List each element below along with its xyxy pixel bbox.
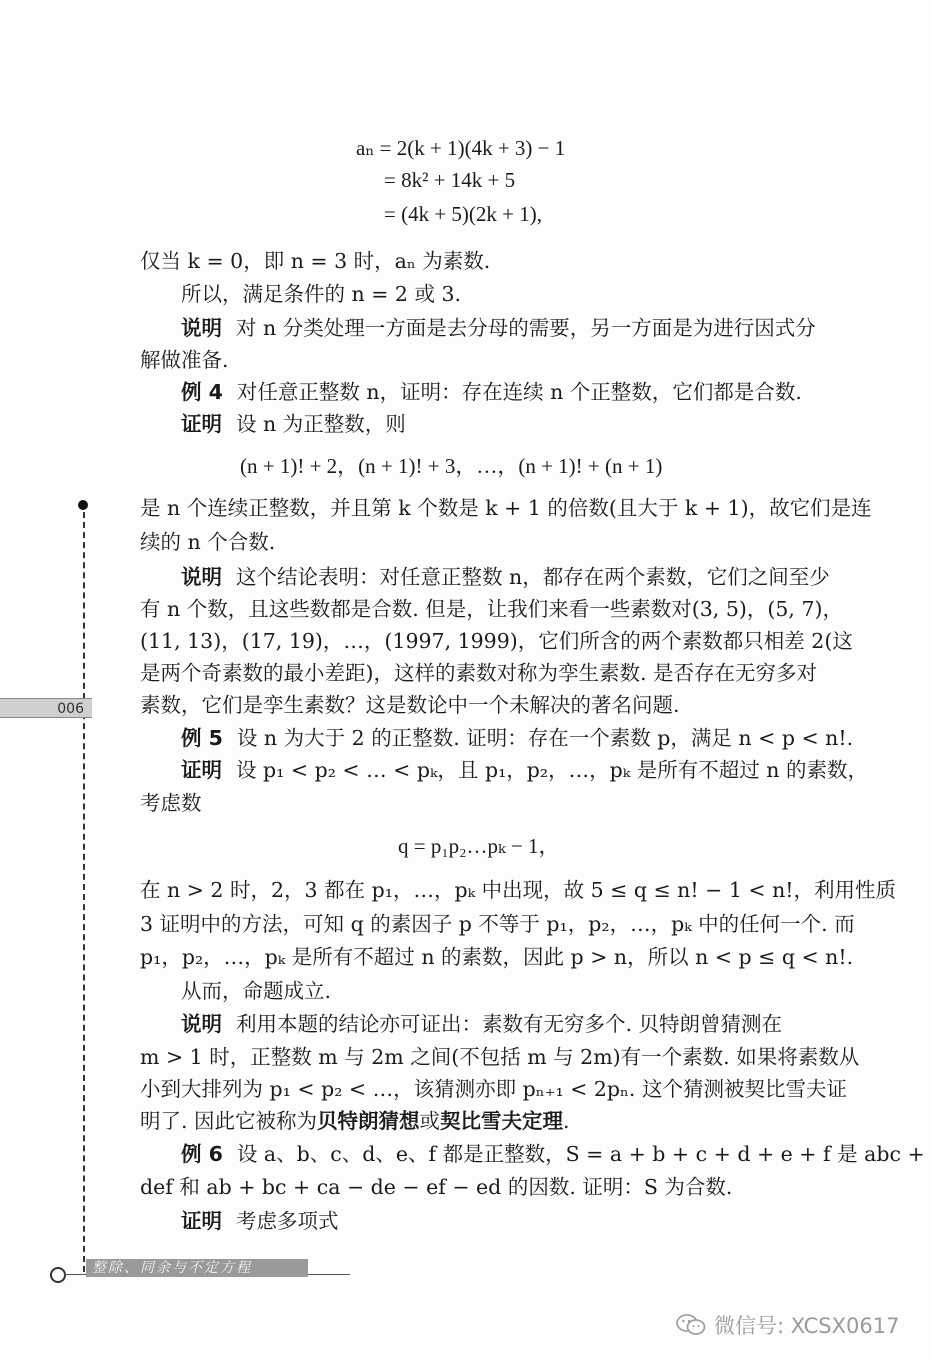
text-line: 仅当 k = 0，即 n = 3 时，aₙ 为素数.: [140, 249, 491, 273]
note-paragraph: [181, 1010, 782, 1038]
example-6: [181, 1140, 925, 1168]
footer-circle-icon: [50, 1267, 66, 1283]
example-label: 例 5: [181, 726, 223, 750]
proof-4: [181, 410, 406, 438]
equation-line-1: aₙ = 2(k + 1)(4k + 3) − 1: [356, 136, 566, 160]
example-4: [181, 378, 802, 406]
text-fragment: 或: [419, 1109, 441, 1133]
text-line: [140, 1107, 570, 1135]
text-line: 设 p₁ < p₂ < … < pₖ，且 p₁，p₂，…，pₖ 是所有不超过 n 的素数，: [236, 758, 868, 782]
text-line: 3 证明中的方法，可知 q 的素因子 p 不等于 p₁，p₂，…，pₖ 中的任何一个. 而: [140, 912, 855, 936]
page-number: 006: [0, 698, 92, 718]
text-line: 有 n 个数，且这些数都是合数. 但是，让我们来看一些素数对(3, 5)，(5, 7)，: [140, 597, 843, 621]
text-fragment: .: [563, 1109, 570, 1133]
text-line: 考虑多项式: [236, 1209, 339, 1233]
proof-label: 证明: [181, 1209, 222, 1233]
text-line: def 和 ab + bc + ca − de − ef − ed 的因数. 证明：S 为合数.: [140, 1175, 733, 1199]
proof-5: [181, 756, 868, 784]
text-line: 从而，命题成立.: [181, 979, 332, 1003]
term-bertrand: 贝特朗猜想: [317, 1109, 420, 1133]
example-label: 例 6: [181, 1142, 223, 1166]
proof-label: 证明: [181, 412, 222, 436]
text-line: 解做准备.: [140, 348, 229, 372]
text-line: 续的 n 个合数.: [140, 530, 276, 554]
equation-line-4: (n + 1)! + 2，(n + 1)! + 3，…，(n + 1)! + (n + 1): [240, 454, 663, 478]
text-line: p₁，p₂，…，pₖ 是所有不超过 n 的素数，因此 p > n，所以 n < p ≤ q < n!.: [140, 945, 854, 969]
text-line: 是 n 个连续正整数，并且第 k 个数是 k + 1 的倍数(且大于 k + 1)，故它们是连: [140, 496, 872, 520]
text-line: 小到大排列为 p₁ < p₂ < …，该猜测亦即 pₙ₊₁ < 2pₙ. 这个猜测被契比雪夫证: [140, 1077, 847, 1101]
text-line: 利用本题的结论亦可证出：素数有无穷多个. 贝特朗曾猜测在: [236, 1012, 783, 1036]
note-paragraph: [181, 314, 816, 342]
text-line: 设 a、b、c、d、e、f 都是正整数，S = a + b + c + d + e + f 是 abc +: [236, 1142, 925, 1166]
note-label: 说明: [181, 1012, 222, 1036]
margin-dot: [78, 500, 88, 510]
proof-6: [181, 1207, 339, 1235]
text-line: 设 n 为正整数，则: [236, 412, 406, 436]
equation-line-3: = (4k + 5)(2k + 1),: [384, 202, 543, 226]
text-line: 设 n 为大于 2 的正整数. 证明：存在一个素数 p，满足 n < p < n!.: [236, 726, 854, 750]
term-chebyshev: 契比雪夫定理: [440, 1109, 564, 1133]
text-line: 所以，满足条件的 n = 2 或 3.: [181, 282, 462, 306]
equation-line-2: = 8k² + 14k + 5: [384, 168, 516, 192]
text-line: (11, 13)，(17, 19)，…，(1997, 1999)，它们所含的两个素数都只相差 2(这: [140, 629, 853, 653]
note-paragraph: [181, 563, 830, 591]
text-line: 素数，它们是孪生素数？这是数论中一个未解决的著名问题.: [140, 693, 680, 717]
note-label: 说明: [181, 316, 222, 340]
text-line: 在 n > 2 时，2，3 都在 p₁，…，pₖ 中出现，故 5 ≤ q ≤ n! − 1 < n!，利用性质: [140, 878, 897, 902]
text-line: 对 n 分类处理一方面是去分母的需要，另一方面是为进行因式分: [236, 316, 816, 340]
text-line: 这个结论表明：对任意正整数 n，都存在两个素数，它们之间至少: [236, 565, 830, 589]
footer-title: 整除、同余与不定方程: [86, 1259, 308, 1277]
text-fragment: 明了. 因此它被称为: [140, 1109, 318, 1133]
text-line: 是两个奇素数的最小差距)，这样的素数对称为孪生素数. 是否存在无穷多对: [140, 661, 818, 685]
margin-dashed-rule: [83, 512, 85, 1272]
text-line: 对任意正整数 n，证明：存在连续 n 个正整数，它们都是合数.: [236, 380, 802, 404]
watermark-text: 微信号: XCSX0617: [714, 1314, 900, 1338]
watermark: [676, 1310, 899, 1340]
text-line: m > 1 时，正整数 m 与 2m 之间(不包括 m 与 2m)有一个素数. 如果将素数从: [140, 1045, 860, 1069]
example-5: [181, 724, 853, 752]
equation-line-5: q = p₁p₂…pₖ − 1，: [398, 834, 560, 858]
wechat-icon: [676, 1314, 706, 1336]
proof-label: 证明: [181, 758, 222, 782]
text-line: 考虑数: [140, 791, 202, 815]
note-label: 说明: [181, 565, 222, 589]
example-label: 例 4: [181, 380, 223, 404]
